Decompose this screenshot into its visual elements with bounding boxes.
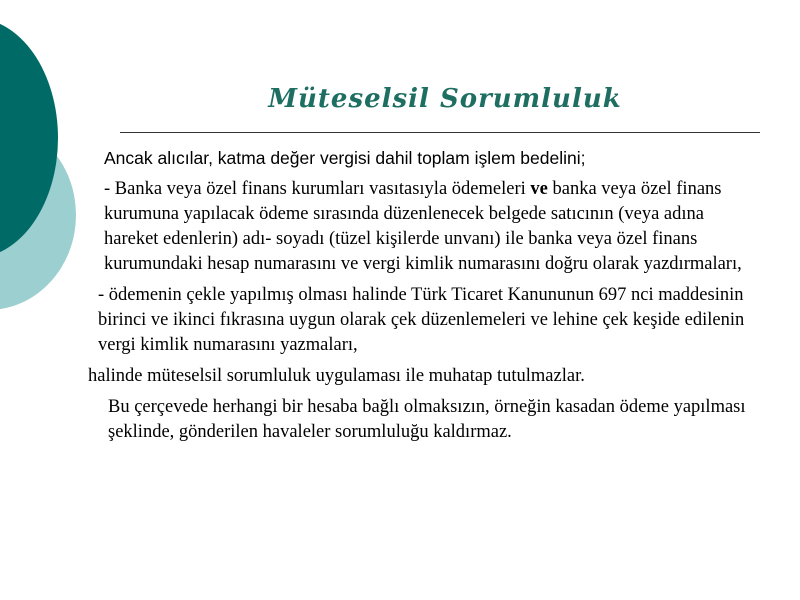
slide-body	[88, 146, 748, 451]
intro-paragraph: Ancak alıcılar, katma değer vergisi dahil toplam işlem bedelini;	[104, 148, 586, 168]
title-underline	[120, 132, 760, 133]
bank-payment-paragraph	[88, 177, 748, 277]
cheque-payment-paragraph: - ödemenin çekle yapılmış olması halinde Türk Ticaret Kanununun 697 nci maddesinin birinci ve ikinci fıkrasına uygun olarak çek düzenlemeleri ve lehine çek keşide edilenin vergi kimlik numarasını yazmaları,	[98, 285, 745, 355]
slide-title: Müteselsil Sorumluluk	[268, 84, 622, 114]
bank-payment-bold: ve	[530, 179, 548, 199]
bank-payment-text-2: banka veya özel finans kurumuna yapılacak ödeme sırasında düzenlenecek belgede satıcının (veya adına hareket edenlerin) adı- soyadı (tüzel kişilerde unvanı) ile banka veya özel finans kurumundaki hesap numarasını ve vergi kimlik numarasını doğru olarak yazdırmaları,	[104, 179, 742, 274]
liability-paragraph: halinde müteselsil sorumluluk uygulaması ile muhatap tutulmazlar.	[88, 366, 585, 386]
bank-payment-text-1: - Banka veya özel finans kurumları vasıtasıyla ödemeleri	[104, 179, 531, 199]
cash-transfer-paragraph: Bu çerçevede herhangi bir hesaba bağlı olmaksızın, örneğin kasadan ödeme yapılması şeklinde, gönderilen havaleler sorumluluğu kaldırmaz.	[108, 397, 746, 442]
